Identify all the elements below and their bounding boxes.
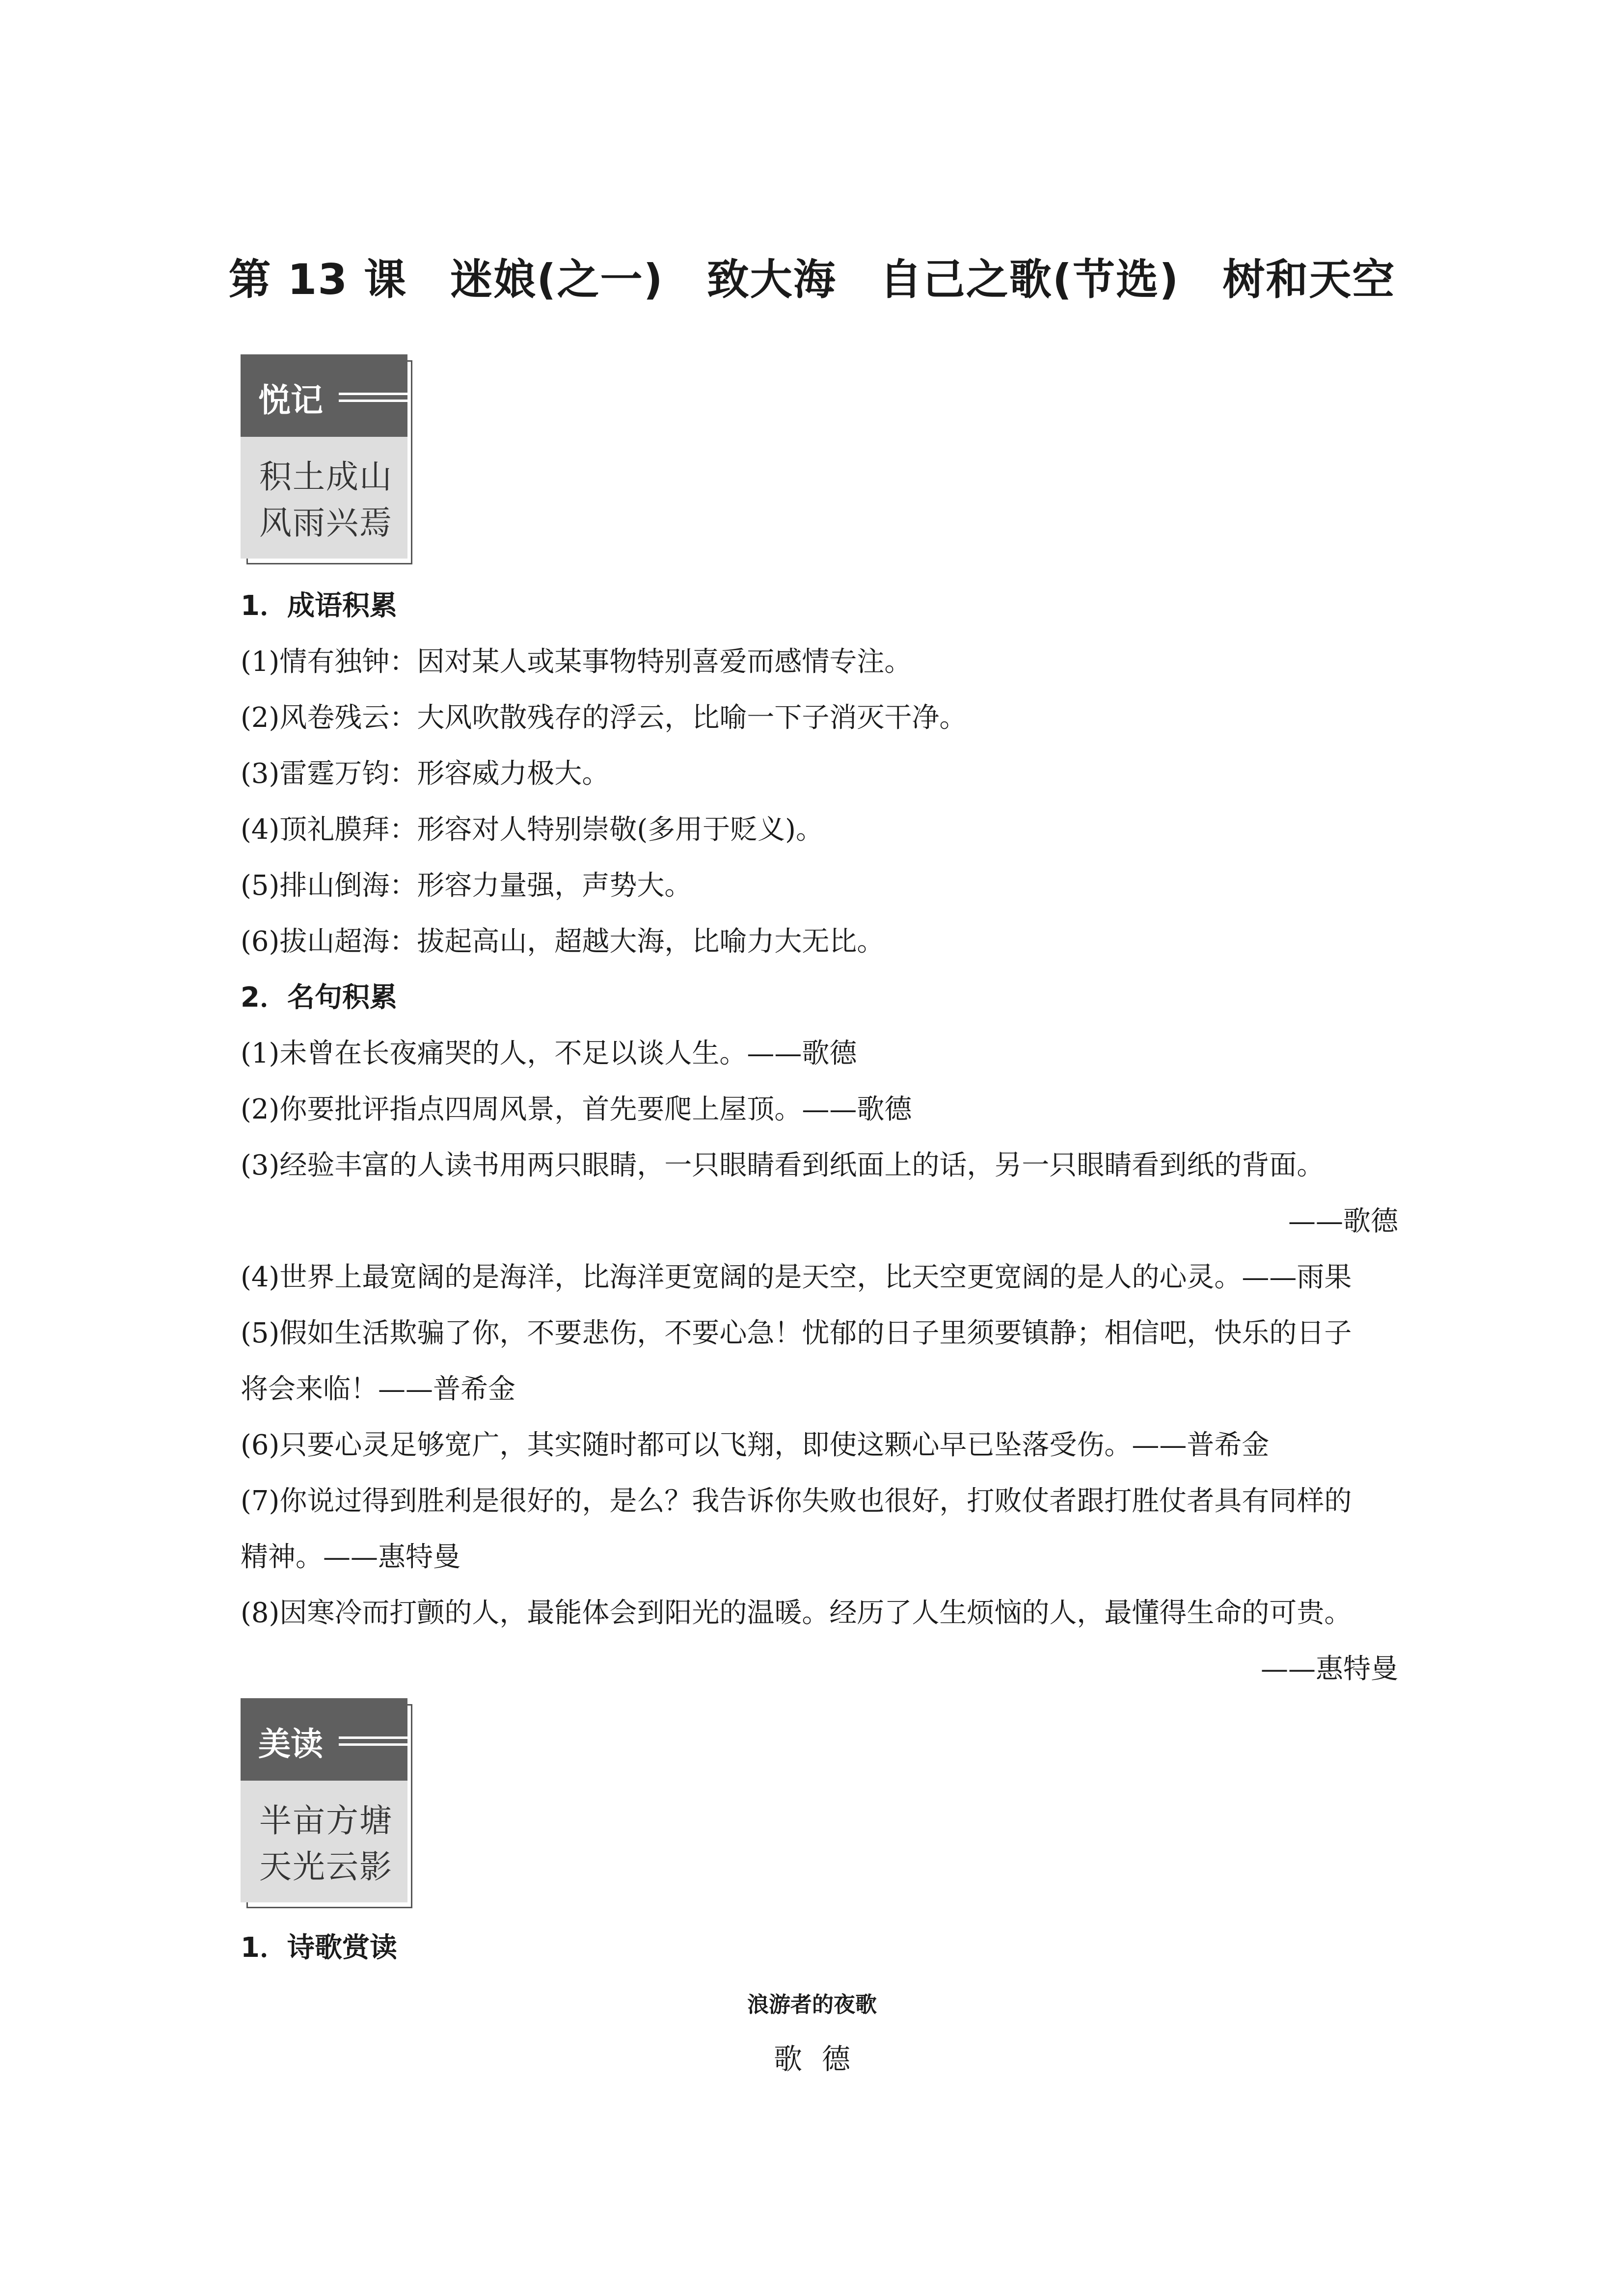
- quote-item-continued: 精神。——惠特曼: [241, 1541, 460, 1573]
- quote-item: (3)经验丰富的人读书用两只眼睛，一只眼睛看到纸面上的话，另一只眼睛看到纸的背面。: [241, 1149, 1325, 1181]
- badge-rule: [339, 1743, 407, 1746]
- badge-line-2: 天光云影: [259, 1848, 393, 1886]
- badge-body: [241, 1781, 407, 1902]
- section-heading-quotes: 2．名句积累: [241, 982, 397, 1014]
- idiom-item: (5)排山倒海：形容力量强，声势大。: [241, 870, 692, 902]
- badge-line-1: 半亩方塘: [259, 1802, 393, 1840]
- quote-attribution: ——惠特曼: [1261, 1653, 1398, 1685]
- badge-rule: [339, 393, 407, 395]
- poem-title: 浪游者的夜歌: [747, 1992, 877, 2017]
- quote-item-continued: 将会来临！——普希金: [241, 1373, 515, 1405]
- poem-author: 歌德: [773, 2042, 870, 2076]
- badge-header-label: 悦记: [258, 381, 323, 419]
- section-heading-idioms: 1．成语积累: [241, 590, 397, 622]
- badge-line-1: 积土成山: [259, 458, 393, 496]
- idiom-item: (6)拔山超海：拔起高山，超越大海，比喻力大无比。: [241, 926, 885, 958]
- idiom-item: (4)顶礼膜拜：形容对人特别崇敬(多用于贬义)。: [241, 814, 824, 846]
- quote-item: (6)只要心灵足够宽广，其实随时都可以飞翔，即使这颗心早已坠落受伤。——普希金: [241, 1429, 1270, 1461]
- quote-item: (2)你要批评指点四周风景，首先要爬上屋顶。——歌德: [241, 1094, 912, 1125]
- idiom-item: (1)情有独钟：因对某人或某事物特别喜爱而感情专注。: [241, 646, 912, 678]
- quote-item: (8)因寒冷而打颤的人，最能体会到阳光的温暖。经历了人生烦恼的人，最懂得生命的可贵。: [241, 1597, 1352, 1629]
- badge-header: [241, 1698, 407, 1781]
- section-badge-yueji: [241, 354, 407, 561]
- quote-item: (7)你说过得到胜利是很好的，是么？我告诉你失败也很好，打败仗者跟打胜仗者具有同样的: [241, 1485, 1352, 1517]
- badge-rule: [339, 1736, 407, 1739]
- badge-line-2: 风雨兴焉: [259, 504, 393, 542]
- badge-header-label: 美读: [258, 1725, 323, 1763]
- section-heading-poetry: 1．诗歌赏读: [241, 1932, 397, 1964]
- quote-item: (4)世界上最宽阔的是海洋，比海洋更宽阔的是天空，比天空更宽阔的是人的心灵。——雨果: [241, 1261, 1352, 1293]
- badge-body: [241, 437, 407, 559]
- quote-item: (1)未曾在长夜痛哭的人，不足以谈人生。——歌德: [241, 1038, 857, 1069]
- idiom-item: (2)风卷残云：大风吹散残存的浮云，比喻一下子消灭干净。: [241, 702, 967, 734]
- idiom-item: (3)雷霆万钧：形容威力极大。: [241, 758, 610, 790]
- badge-header: [241, 354, 407, 437]
- badge-rule: [339, 400, 407, 402]
- quote-attribution: ——歌德: [1288, 1205, 1398, 1237]
- quote-item: (5)假如生活欺骗了你，不要悲伤，不要心急！忧郁的日子里须要镇静；相信吧，快乐的日子: [241, 1317, 1352, 1349]
- section-badge-meidu: [241, 1698, 407, 1904]
- page-title: 第 13 课 迷娘(之一) 致大海 自己之歌(节选) 树和天空: [228, 255, 1396, 304]
